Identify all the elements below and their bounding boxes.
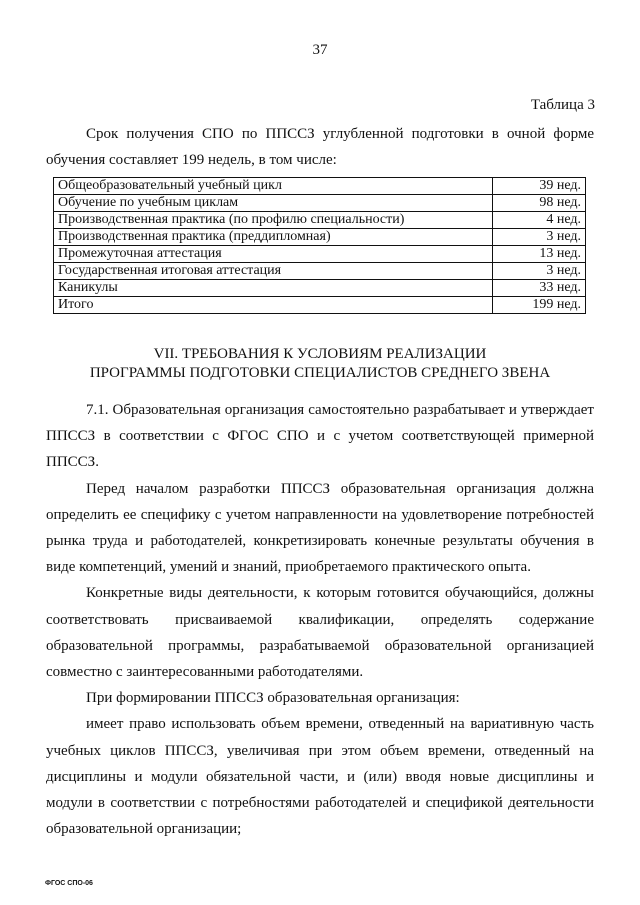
section-title-line1: VII. ТРЕБОВАНИЯ К УСЛОВИЯМ РЕАЛИЗАЦИИ — [153, 346, 487, 362]
table-row — [54, 246, 586, 263]
footer-code: ФГОС СПО-06 — [45, 880, 93, 887]
table-row — [54, 297, 586, 314]
row-value: 98 нед. — [493, 195, 586, 212]
row-label: Производственная практика (преддипломная) — [54, 229, 493, 246]
table-row — [54, 195, 586, 212]
row-label: Производственная практика (по профилю специальности) — [54, 212, 493, 229]
paragraph: 7.1. Образовательная организация самостоятельно разрабатывает и утверждает ППССЗ в соответствии с ФГОС СПО и с учетом соответствующей примерной ППССЗ. — [46, 402, 594, 471]
row-value: 39 нед. — [493, 178, 586, 195]
row-label: Обучение по учебным циклам — [54, 195, 493, 212]
row-label: Общеобразовательный учебный цикл — [54, 178, 493, 195]
row-value: 199 нед. — [493, 297, 586, 314]
section-title-line2: ПРОГРАММЫ ПОДГОТОВКИ СПЕЦИАЛИСТОВ СРЕДНЕГО ЗВЕНА — [89, 365, 551, 381]
row-value: 4 нед. — [493, 212, 586, 229]
section-heading — [0, 345, 640, 383]
intro-paragraph: Срок получения СПО по ППССЗ углубленной подготовки в очной форме обучения составляет 199 недель, в том числе: — [46, 126, 594, 168]
row-label: Промежуточная аттестация — [54, 246, 493, 263]
paragraph: При формировании ППССЗ образовательная организация: — [86, 690, 460, 707]
duration-table — [53, 177, 586, 314]
table-row — [54, 178, 586, 195]
row-value: 33 нед. — [493, 280, 586, 297]
row-value: 3 нед. — [493, 263, 586, 280]
paragraph: Перед началом разработки ППССЗ образовательная организация должна определить ее специфику с учетом направленности на удовлетворение потребностей рынка труда и работодателей, конкретизировать конечные результаты обучения в виде компетенций, умений и знаний, приобретаемого практического опыта. — [46, 480, 594, 576]
row-label: Государственная итоговая аттестация — [54, 263, 493, 280]
table-row — [54, 263, 586, 280]
row-label: Каникулы — [54, 280, 493, 297]
paragraph: имеет право использовать объем времени, отведенный на вариативную часть учебных циклов ППССЗ, увеличивая при этом объем времени, отведенный на дисциплины и модули обязательной части, и (или) вводя новые дисциплины и модули в соответствии с потребностями работодателей и спецификой деятельности образовательной организации; — [46, 716, 594, 838]
table-row — [54, 229, 586, 246]
page-number: 37 — [312, 42, 328, 58]
row-value: 13 нед. — [493, 246, 586, 263]
table-row — [54, 212, 586, 229]
table-label: Таблица 3 — [530, 97, 595, 113]
paragraph: Конкретные виды деятельности, к которым готовится обучающийся, должны соответствовать присваиваемой квалификации, определять содержание образовательной программы, разрабатываемой образовательной организацией совместно с заинтересованными работодателями. — [46, 585, 594, 681]
table-row — [54, 280, 586, 297]
row-value: 3 нед. — [493, 229, 586, 246]
body-text — [46, 397, 594, 842]
row-label: Итого — [54, 297, 493, 314]
